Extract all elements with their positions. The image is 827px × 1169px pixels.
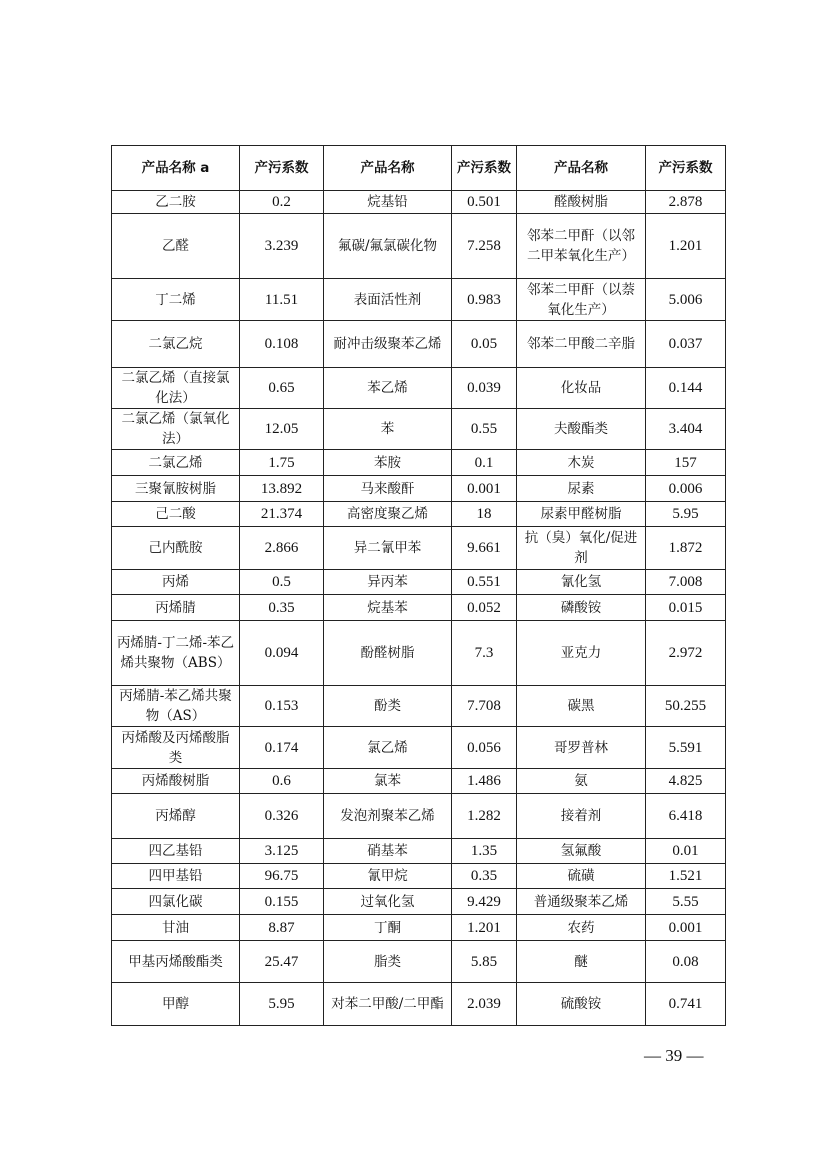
product-name-cell: 发泡剂聚苯乙烯 xyxy=(324,794,452,839)
factor-cell: 0.35 xyxy=(452,864,517,889)
product-name-cell: 氯苯 xyxy=(324,769,452,794)
factor-cell: 7.008 xyxy=(646,570,726,595)
factor-cell: 0.108 xyxy=(240,321,324,368)
factor-cell: 50.255 xyxy=(646,686,726,727)
product-name-cell: 甘油 xyxy=(112,915,240,941)
product-name-cell: 异二氰甲苯 xyxy=(324,527,452,570)
table-row xyxy=(112,769,726,794)
product-name-cell: 亚克力 xyxy=(517,621,646,686)
product-name-cell: 丙烯醇 xyxy=(112,794,240,839)
factor-cell: 8.87 xyxy=(240,915,324,941)
product-name-cell: 对苯二甲酸/二甲酯 xyxy=(324,983,452,1026)
product-name-cell: 丙烯腈-丁二烯-苯乙烯共聚物（ABS） xyxy=(112,621,240,686)
product-name-cell: 四氯化碳 xyxy=(112,889,240,915)
factor-cell: 1.201 xyxy=(646,214,726,279)
factor-cell: 0.501 xyxy=(452,191,517,214)
product-name-cell: 邻苯二甲酐（以萘氧化生产） xyxy=(517,279,646,321)
product-name-cell: 脂类 xyxy=(324,941,452,983)
product-name-cell: 耐冲击级聚苯乙烯 xyxy=(324,321,452,368)
product-name-cell: 丙烯腈-苯乙烯共聚物（AS） xyxy=(112,686,240,727)
table-row xyxy=(112,502,726,527)
product-name-cell: 乙醛 xyxy=(112,214,240,279)
product-name-cell: 甲基丙烯酸酯类 xyxy=(112,941,240,983)
table-row xyxy=(112,915,726,941)
factor-cell: 0.174 xyxy=(240,727,324,769)
factor-cell: 0.5 xyxy=(240,570,324,595)
factor-cell: 0.983 xyxy=(452,279,517,321)
product-name-cell: 氨 xyxy=(517,769,646,794)
product-name-cell: 硝基苯 xyxy=(324,839,452,864)
factor-cell: 2.972 xyxy=(646,621,726,686)
product-name-cell: 抗（臭）氧化/促进剂 xyxy=(517,527,646,570)
header-product-name: 产品名称 xyxy=(324,146,452,191)
factor-cell: 21.374 xyxy=(240,502,324,527)
product-name-cell: 二氯乙烯 xyxy=(112,450,240,476)
factor-cell: 0.05 xyxy=(452,321,517,368)
page-number: — 39 — xyxy=(644,1046,704,1065)
factor-cell: 7.258 xyxy=(452,214,517,279)
factor-cell: 0.037 xyxy=(646,321,726,368)
table-row xyxy=(112,527,726,570)
factor-cell: 0.094 xyxy=(240,621,324,686)
factor-cell: 7.3 xyxy=(452,621,517,686)
table-row xyxy=(112,794,726,839)
product-name-cell: 己内酰胺 xyxy=(112,527,240,570)
product-name-cell: 丙烯酸树脂 xyxy=(112,769,240,794)
factor-cell: 96.75 xyxy=(240,864,324,889)
product-name-cell: 异丙苯 xyxy=(324,570,452,595)
factor-cell: 1.35 xyxy=(452,839,517,864)
table-row xyxy=(112,889,726,915)
product-name-cell: 己二酸 xyxy=(112,502,240,527)
product-name-cell: 乙二胺 xyxy=(112,191,240,214)
factor-cell: 0.153 xyxy=(240,686,324,727)
product-name-cell: 氟碳/氟氯碳化物 xyxy=(324,214,452,279)
table-row xyxy=(112,279,726,321)
table-row xyxy=(112,864,726,889)
product-name-cell: 丙烯腈 xyxy=(112,595,240,621)
factor-cell: 5.55 xyxy=(646,889,726,915)
factor-cell: 0.155 xyxy=(240,889,324,915)
product-name-cell: 三聚氰胺树脂 xyxy=(112,476,240,502)
factor-cell: 13.892 xyxy=(240,476,324,502)
header-product-name: 产品名称 xyxy=(517,146,646,191)
product-name-cell: 尿素甲醛树脂 xyxy=(517,502,646,527)
product-name-cell: 四甲基铅 xyxy=(112,864,240,889)
table-row xyxy=(112,686,726,727)
factor-cell: 0.35 xyxy=(240,595,324,621)
product-name-cell: 四乙基铅 xyxy=(112,839,240,864)
product-name-cell: 酚类 xyxy=(324,686,452,727)
table-row xyxy=(112,595,726,621)
factor-cell: 1.486 xyxy=(452,769,517,794)
factor-cell: 18 xyxy=(452,502,517,527)
header-factor: 产污系数 xyxy=(240,146,324,191)
factor-cell: 5.006 xyxy=(646,279,726,321)
factor-cell: 0.2 xyxy=(240,191,324,214)
product-name-cell: 丁二烯 xyxy=(112,279,240,321)
header-product-name: 产品名称 a xyxy=(112,146,240,191)
product-name-cell: 碳黑 xyxy=(517,686,646,727)
factor-cell: 0.144 xyxy=(646,368,726,409)
product-name-cell: 哥罗普林 xyxy=(517,727,646,769)
header-factor: 产污系数 xyxy=(452,146,517,191)
factor-cell: 157 xyxy=(646,450,726,476)
product-name-cell: 苯乙烯 xyxy=(324,368,452,409)
factor-cell: 3.125 xyxy=(240,839,324,864)
factor-cell: 0.039 xyxy=(452,368,517,409)
table-row xyxy=(112,409,726,450)
table-header-row xyxy=(112,146,726,191)
factor-cell: 6.418 xyxy=(646,794,726,839)
product-name-cell: 过氧化氢 xyxy=(324,889,452,915)
product-name-cell: 醚 xyxy=(517,941,646,983)
factor-cell: 5.95 xyxy=(240,983,324,1026)
product-name-cell: 醛酸树脂 xyxy=(517,191,646,214)
product-name-cell: 马来酸酐 xyxy=(324,476,452,502)
factor-cell: 9.429 xyxy=(452,889,517,915)
factor-cell: 2.039 xyxy=(452,983,517,1026)
factor-cell: 0.55 xyxy=(452,409,517,450)
product-name-cell: 氰甲烷 xyxy=(324,864,452,889)
factor-cell: 2.866 xyxy=(240,527,324,570)
factor-cell: 5.591 xyxy=(646,727,726,769)
table-row xyxy=(112,570,726,595)
product-name-cell: 苯胺 xyxy=(324,450,452,476)
factor-cell: 0.001 xyxy=(452,476,517,502)
product-name-cell: 磷酸铵 xyxy=(517,595,646,621)
product-name-cell: 苯 xyxy=(324,409,452,450)
product-name-cell: 氰化氢 xyxy=(517,570,646,595)
factor-cell: 0.01 xyxy=(646,839,726,864)
factor-cell: 0.6 xyxy=(240,769,324,794)
factor-cell: 11.51 xyxy=(240,279,324,321)
table-row xyxy=(112,191,726,214)
product-name-cell: 丙烯 xyxy=(112,570,240,595)
product-name-cell: 化妆品 xyxy=(517,368,646,409)
product-name-cell: 接着剂 xyxy=(517,794,646,839)
factor-cell: 0.65 xyxy=(240,368,324,409)
factor-cell: 1.201 xyxy=(452,915,517,941)
factor-cell: 0.08 xyxy=(646,941,726,983)
factor-cell: 0.006 xyxy=(646,476,726,502)
header-factor: 产污系数 xyxy=(646,146,726,191)
table-row xyxy=(112,214,726,279)
emission-factor-table xyxy=(111,145,726,1026)
product-name-cell: 尿素 xyxy=(517,476,646,502)
table-row xyxy=(112,368,726,409)
factor-cell: 1.521 xyxy=(646,864,726,889)
product-name-cell: 木炭 xyxy=(517,450,646,476)
factor-cell: 5.85 xyxy=(452,941,517,983)
table-row xyxy=(112,727,726,769)
factor-cell: 5.95 xyxy=(646,502,726,527)
product-name-cell: 表面活性剂 xyxy=(324,279,452,321)
factor-cell: 0.001 xyxy=(646,915,726,941)
product-name-cell: 邻苯二甲酸二辛脂 xyxy=(517,321,646,368)
factor-cell: 2.878 xyxy=(646,191,726,214)
table-row xyxy=(112,450,726,476)
factor-cell: 3.404 xyxy=(646,409,726,450)
product-name-cell: 硫磺 xyxy=(517,864,646,889)
product-name-cell: 酚醛树脂 xyxy=(324,621,452,686)
product-name-cell: 高密度聚乙烯 xyxy=(324,502,452,527)
factor-cell: 0.056 xyxy=(452,727,517,769)
factor-cell: 1.282 xyxy=(452,794,517,839)
product-name-cell: 烷基苯 xyxy=(324,595,452,621)
product-name-cell: 甲醇 xyxy=(112,983,240,1026)
product-name-cell: 邻苯二甲酐（以邻二甲苯氧化生产） xyxy=(517,214,646,279)
product-name-cell: 二氯乙烯（直接氯化法） xyxy=(112,368,240,409)
product-name-cell: 夫酸酯类 xyxy=(517,409,646,450)
factor-cell: 9.661 xyxy=(452,527,517,570)
factor-cell: 0.1 xyxy=(452,450,517,476)
table-row xyxy=(112,621,726,686)
product-name-cell: 丙烯酸及丙烯酸脂类 xyxy=(112,727,240,769)
factor-cell: 1.75 xyxy=(240,450,324,476)
factor-cell: 1.872 xyxy=(646,527,726,570)
factor-cell: 12.05 xyxy=(240,409,324,450)
factor-cell: 25.47 xyxy=(240,941,324,983)
product-name-cell: 普通级聚苯乙烯 xyxy=(517,889,646,915)
factor-cell: 0.551 xyxy=(452,570,517,595)
table-row xyxy=(112,941,726,983)
factor-cell: 3.239 xyxy=(240,214,324,279)
table-row xyxy=(112,839,726,864)
product-name-cell: 二氯乙烷 xyxy=(112,321,240,368)
product-name-cell: 硫酸铵 xyxy=(517,983,646,1026)
factor-cell: 0.052 xyxy=(452,595,517,621)
factor-cell: 0.741 xyxy=(646,983,726,1026)
product-name-cell: 烷基铅 xyxy=(324,191,452,214)
product-name-cell: 农药 xyxy=(517,915,646,941)
factor-cell: 4.825 xyxy=(646,769,726,794)
product-name-cell: 二氯乙烯（氯氧化法） xyxy=(112,409,240,450)
factor-cell: 7.708 xyxy=(452,686,517,727)
table-row xyxy=(112,321,726,368)
product-name-cell: 丁酮 xyxy=(324,915,452,941)
table-row xyxy=(112,983,726,1026)
product-name-cell: 氢氟酸 xyxy=(517,839,646,864)
factor-cell: 0.015 xyxy=(646,595,726,621)
table-row xyxy=(112,476,726,502)
product-name-cell: 氯乙烯 xyxy=(324,727,452,769)
factor-cell: 0.326 xyxy=(240,794,324,839)
